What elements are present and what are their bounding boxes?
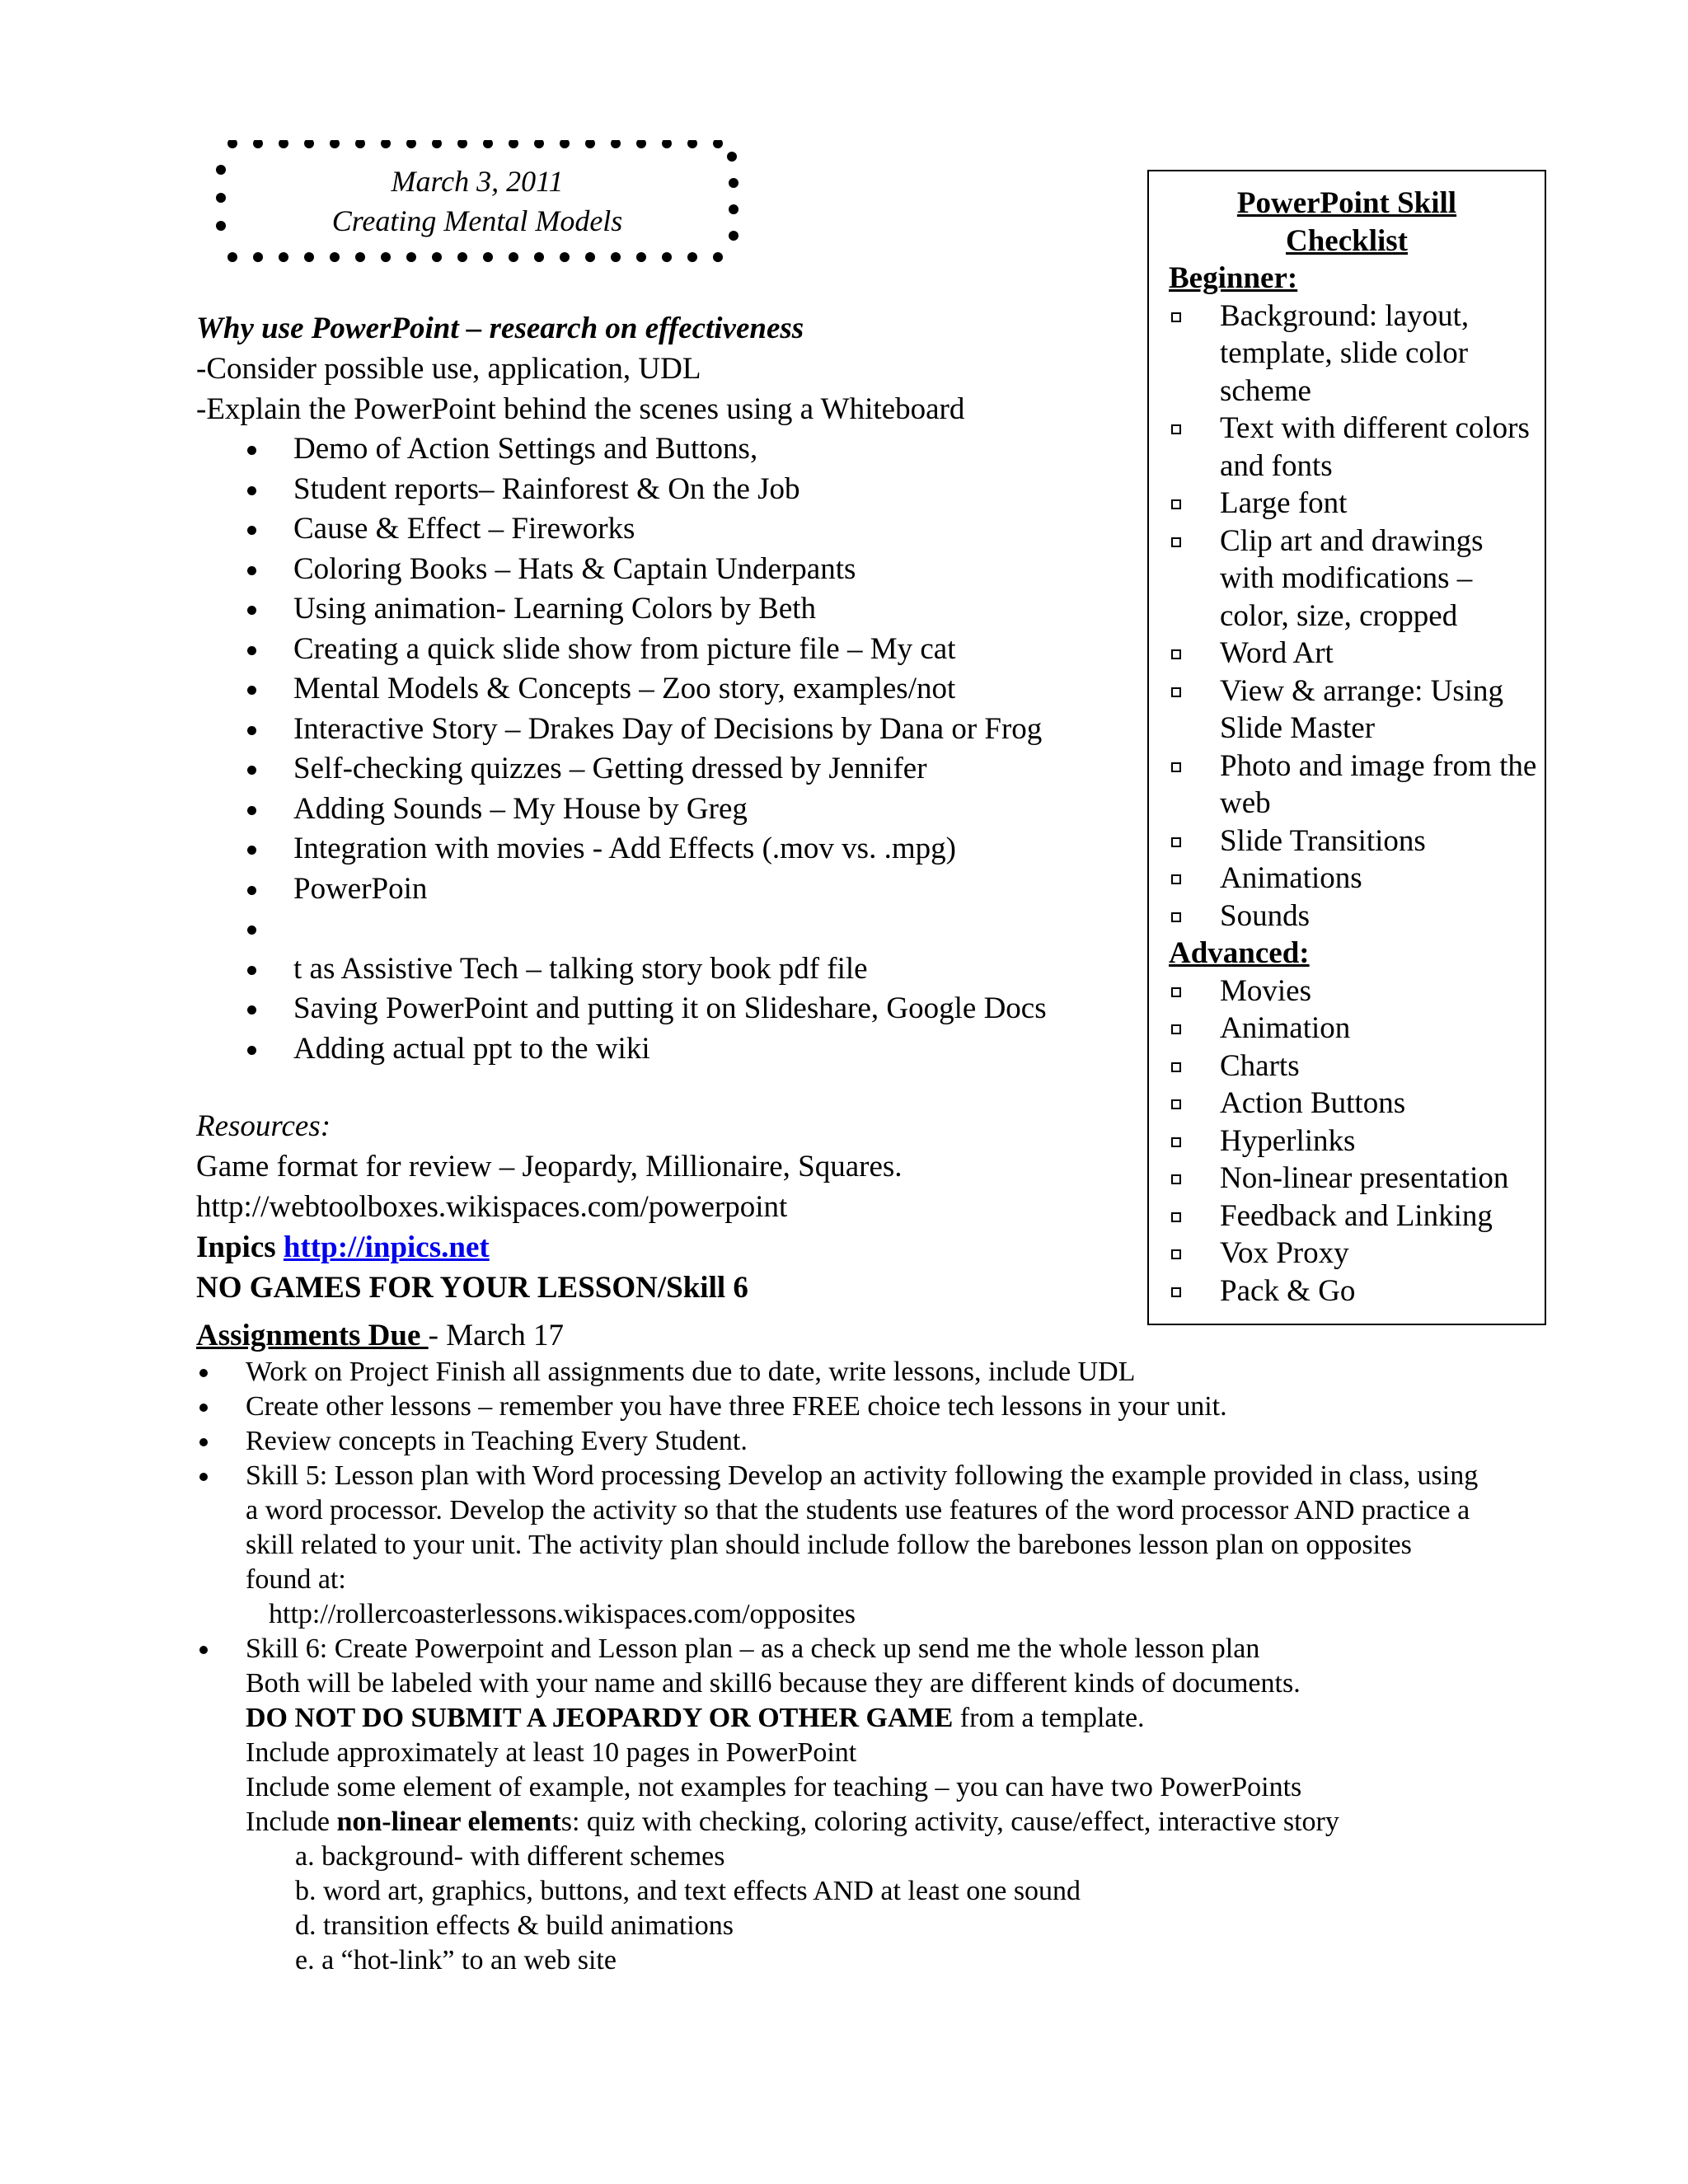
checklist-item: Animations <box>1149 860 1545 898</box>
skill6-sub-item: b. word art, graphics, buttons, and text effects AND at least one sound <box>295 1876 1081 1906</box>
session-title: Creating Mental Models <box>331 204 623 237</box>
assignments-section <box>196 1317 1482 1978</box>
advanced-list <box>1149 972 1545 1310</box>
list-item: PowerPoin <box>196 869 1144 910</box>
skill6-sub-item: d. transition effects & build animations <box>295 1910 734 1941</box>
skill6-warning: DO NOT DO SUBMIT A JEOPARDY OR OTHER GAME <box>246 1703 954 1733</box>
checklist-item: Clip art and drawings with modifications – color, size, cropped <box>1149 523 1545 635</box>
assignments-list <box>196 1355 1482 1978</box>
skill6-line-4: Include approximately at least 10 pages in PowerPoint <box>246 1737 857 1768</box>
assignments-due: - March 17 <box>428 1319 565 1352</box>
checklist-item: Text with different colors and fonts <box>1149 410 1545 485</box>
title-box <box>216 140 738 262</box>
beginner-label: Beginner: <box>1169 261 1298 295</box>
skill6-line-6-pre: Include <box>246 1807 337 1837</box>
resources-label: Resources: <box>196 1109 331 1143</box>
list-item: Create other lessons – remember you have three FREE choice tech lessons in your unit. <box>196 1390 1482 1424</box>
checklist-item: Hyperlinks <box>1149 1122 1545 1160</box>
skill6-line-1: Skill 6: Create Powerpoint and Lesson plan – as a check up send me the whole lesson plan <box>246 1633 1260 1664</box>
assignments-title: Assignments Due <box>196 1319 429 1352</box>
checklist-item: Sounds <box>1149 898 1545 935</box>
skill6-warning-tail: from a template. <box>953 1703 1145 1733</box>
date: March 3, 2011 <box>391 165 564 198</box>
inpics-label: Inpics <box>196 1230 276 1264</box>
list-item: Creating a quick slide show from picture file – My cat <box>196 630 1144 670</box>
checklist-item: Non-linear presentation <box>1149 1160 1545 1197</box>
checklist-item: View & arrange: Using Slide Master <box>1149 673 1545 748</box>
list-item: t as Assistive Tech – talking story book pdf file <box>196 949 1144 990</box>
assignments-heading <box>196 1317 1482 1355</box>
checklist-item: Pack & Go <box>1149 1272 1545 1310</box>
skill6-line-6-post: s: quiz with checking, coloring activity, cause/effect, interactive story <box>560 1807 1339 1837</box>
list-item: Self-checking quizzes – Getting dressed by Jennifer <box>196 749 1144 790</box>
list-item: Using animation- Learning Colors by Beth <box>196 589 1144 630</box>
skill6-sub-item: e. a “hot-link” to an web site <box>295 1945 617 1975</box>
list-item: Saving PowerPoint and putting it on Slideshare, Google Docs <box>196 989 1144 1029</box>
list-item: Interactive Story – Drakes Day of Decisions by Dana or Frog <box>196 710 1144 750</box>
beginner-list <box>1149 298 1545 935</box>
list-item: Integration with movies - Add Effects (.mov vs. .mpg) <box>196 829 1144 869</box>
list-item: Demo of Action Settings and Buttons, <box>196 429 1144 470</box>
resources-line-2: http://webtoolboxes.wikispaces.com/powerpoint <box>196 1190 788 1224</box>
skill6-line-6-bold: non-linear element <box>336 1807 561 1837</box>
skill5-text: Skill 5: Lesson plan with Word processing Develop an activity following the example provided in class, using a word processor. Develop the activity so that the students use features of the word processor AND practice a skill related to your unit. The activity plan should include follow the barebones lesson plan on opposites found at: <box>246 1460 1479 1595</box>
skill-checklist <box>1147 170 1546 1325</box>
checklist-item: Photo and image from the web <box>1149 748 1545 823</box>
intro-line-2: -Explain the PowerPoint behind the scenes using a Whiteboard <box>196 392 965 426</box>
main-heading: Why use PowerPoint – research on effectiveness <box>196 312 804 345</box>
checklist-item: Large font <box>1149 485 1545 523</box>
list-item: Work on Project Finish all assignments due to date, write lessons, include UDL <box>196 1355 1482 1390</box>
advanced-label: Advanced: <box>1169 936 1310 970</box>
skill6-sub-item: a. background- with different schemes <box>295 1841 725 1872</box>
list-item <box>196 1459 1482 1632</box>
skill6-line-2: Both will be labeled with your name and skill6 because they are different kinds of documents. <box>246 1668 1301 1699</box>
checklist-item: Charts <box>1149 1047 1545 1085</box>
list-item: Cause & Effect – Fireworks <box>196 509 1144 550</box>
list-item: Adding Sounds – My House by Greg <box>196 790 1144 830</box>
checklist-item: Word Art <box>1149 635 1545 673</box>
checklist-title-line-1: PowerPoint Skill <box>1236 186 1457 220</box>
demo-list <box>196 429 1144 1069</box>
main-content <box>196 308 1144 1308</box>
list-item: Coloring Books – Hats & Captain Underpants <box>196 550 1144 590</box>
list-item: Adding actual ppt to the wiki <box>196 1029 1144 1070</box>
checklist-title <box>1149 171 1545 260</box>
list-item <box>196 1632 1482 1978</box>
skill5-url: http://rollercoasterlessons.wikispaces.com/opposites <box>269 1599 856 1629</box>
checklist-item: Vox Proxy <box>1149 1235 1545 1272</box>
checklist-item: Action Buttons <box>1149 1085 1545 1122</box>
checklist-item: Background: layout, template, slide color scheme <box>1149 298 1545 410</box>
no-games-note: NO GAMES FOR YOUR LESSON/Skill 6 <box>196 1271 748 1305</box>
list-item: Student reports– Rainforest & On the Job <box>196 470 1144 510</box>
checklist-item: Feedback and Linking <box>1149 1197 1545 1235</box>
resources-line-1: Game format for review – Jeopardy, Millionaire, Squares. <box>196 1150 903 1183</box>
skill6-line-5: Include some element of example, not examples for teaching – you can have two PowerPoints <box>246 1772 1302 1802</box>
checklist-item: Animation <box>1149 1010 1545 1047</box>
list-item: Review concepts in Teaching Every Student. <box>196 1424 1482 1459</box>
checklist-item: Movies <box>1149 972 1545 1010</box>
list-item <box>196 909 1144 949</box>
list-item: Mental Models & Concepts – Zoo story, examples/not <box>196 669 1144 710</box>
intro-line-1: -Consider possible use, application, UDL <box>196 352 701 386</box>
checklist-title-line-2: Checklist <box>1286 223 1408 258</box>
inpics-link[interactable]: http://inpics.net <box>283 1230 490 1264</box>
checklist-item: Slide Transitions <box>1149 823 1545 860</box>
